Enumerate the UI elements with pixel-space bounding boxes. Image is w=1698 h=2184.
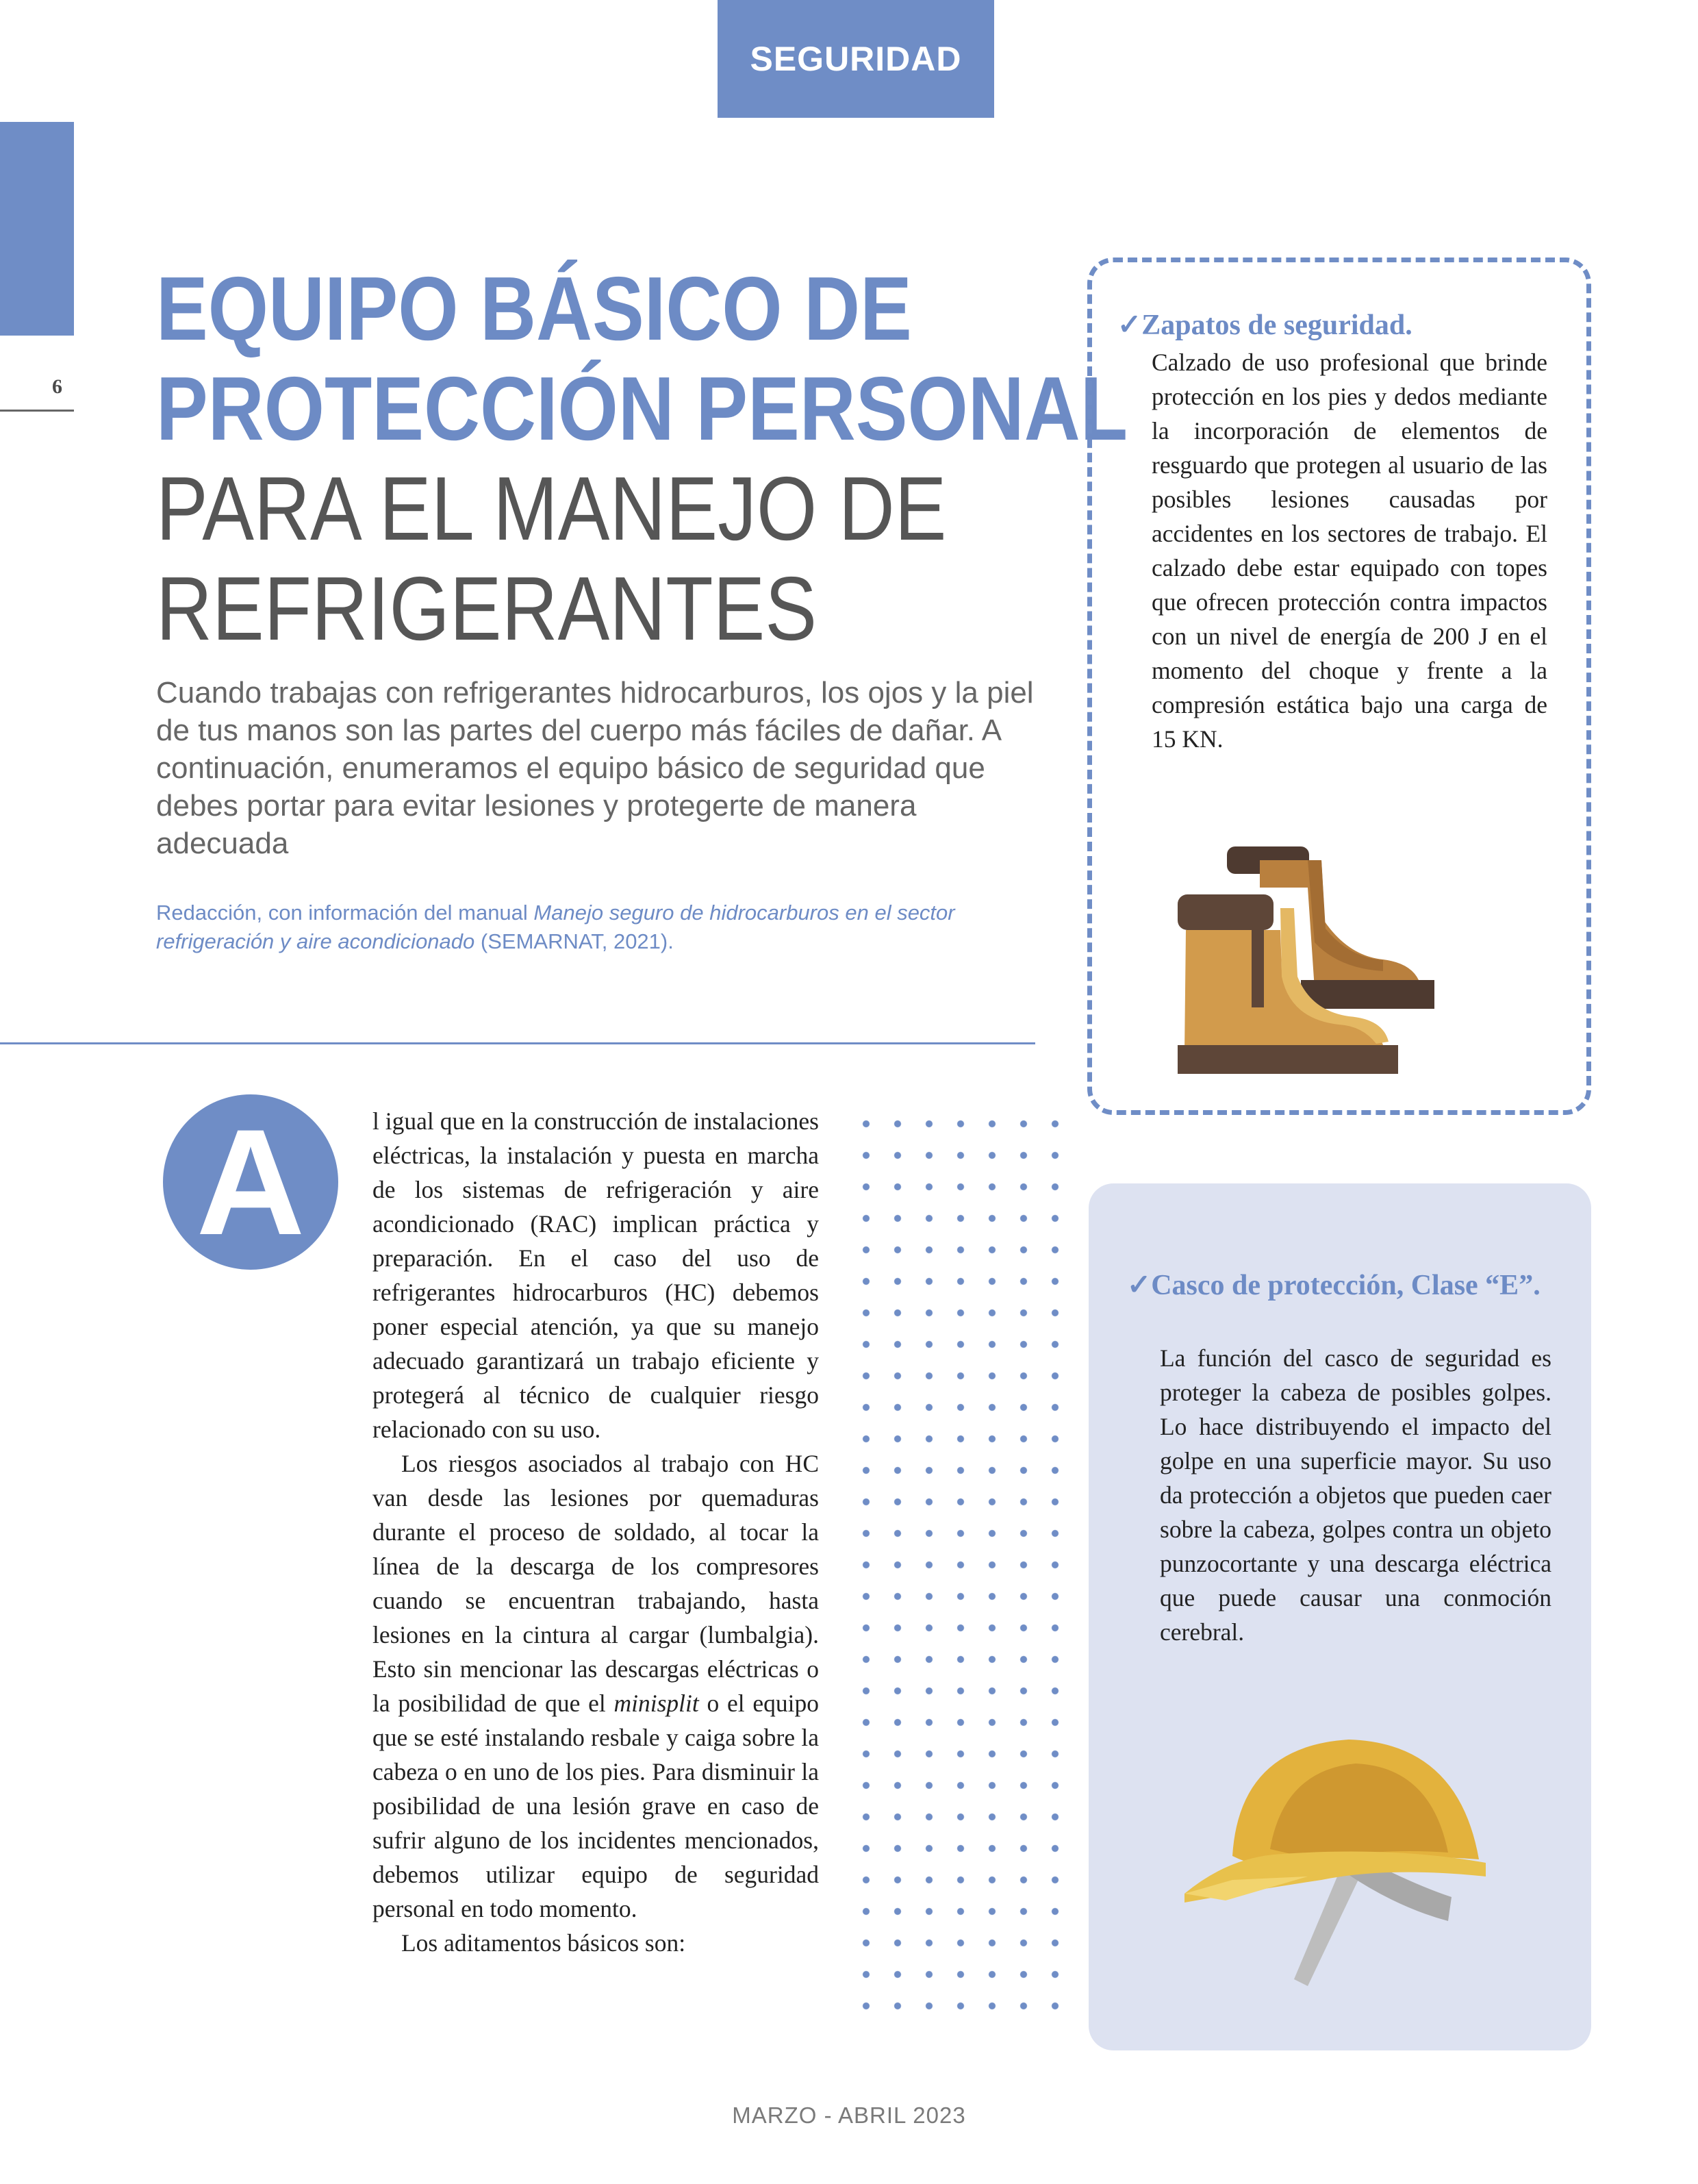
title-line-2: PROTECCIÓN PERSONAL	[156, 358, 1128, 459]
article-title	[156, 258, 1128, 659]
safety-boots-icon	[1178, 840, 1506, 1079]
left-accent-bar	[0, 122, 74, 336]
body-paragraph-2-start: Los riesgos asociados al trabajo con HC van desde las lesiones por quemaduras durante el proceso de soldado, al tocar la línea de la descarga de los compresores cuando se encuentran trabajando, hasta lesiones en la cintura al cargar (lumbalgia). Esto sin mencionar las descargas eléctricas o la posibilidad de que el	[372, 1450, 819, 1717]
helmet-text: La función del casco de seguridad es proteger la cabeza de posibles golpes. Lo hace distribuyendo el impacto del golpe en una superficie mayor. Su uso da protección a objetos que pueden caer sobre la cabeza, golpes contra un objeto punzocortante y una descarga eléctrica que puede causar una conmoción cerebral.	[1160, 1344, 1551, 1646]
section-tab: SEGURIDAD	[718, 0, 994, 118]
credit-line	[156, 899, 1046, 956]
title-line-3: PARA EL MANEJO DE	[156, 458, 947, 559]
helmet-heading: ✓Casco de protección, Clase “E”.	[1127, 1270, 1541, 1301]
boots-heading: ✓Zapatos de seguridad.	[1117, 310, 1412, 341]
page-number: 6	[52, 375, 62, 398]
dot-pattern-decoration	[850, 1108, 1068, 2024]
body-paragraph-1: l igual que en la construcción de instalaciones eléctricas, la instalación y puesta en marcha de los sistemas de refrigeración y aire acondicionado (RAC) implican práctica y preparación. En el caso del uso de refrigerantes hidrocarburos (HC) debemos poner especial atención, ya que su manejo adecuado garantizará un trabajo eficiente y protegerá al técnico de cualquier riesgo relacionado con su uso.	[372, 1107, 819, 1443]
credit-suffix: (SEMARNAT, 2021).	[474, 929, 674, 953]
boots-text: Calzado de uso profesional que brinde protección en los pies y dedos mediante la incorporación de elementos de resguardo que protegen al usuario de las posibles lesiones causadas por accidentes en los sectores de trabajo. El calzado debe estar equipado con topes que ofrecen protección contra impactos con un nivel de energía de 200 J en el momento del choque y frente a la compresión estática bajo una carga de 15 KN.	[1152, 349, 1547, 753]
intro-paragraph: Cuando trabajas con refrigerantes hidrocarburos, los ojos y la piel de tus manos son las partes del cuerpo más fáciles de dañar. A continuación, enumeramos el equipo básico de seguridad que debes portar para evitar lesiones y protegerte de manera adecuada	[156, 676, 1034, 860]
footer-issue-date: MARZO - ABRIL 2023	[732, 2103, 966, 2128]
title-line-1: EQUIPO BÁSICO DE	[156, 258, 912, 359]
safety-helmet-icon	[1184, 1733, 1506, 2007]
drop-cap: A	[163, 1094, 338, 1270]
credit-prefix: Redacción, con información del manual	[156, 901, 534, 925]
section-divider	[0, 1042, 1035, 1044]
body-column	[372, 1104, 819, 1960]
body-paragraph-2-end: o el equipo que se esté instalando resbale y caiga sobre la cabeza o en uno de los pies. Para disminuir la posibilidad de una lesión grave en caso de sufrir alguno de los incidentes mencionados, debemos utilizar equipo de seguridad personal en todo momento.	[372, 1690, 819, 1922]
body-paragraph-2	[372, 1446, 819, 1926]
body-paragraph-3: Los aditamentos básicos son:	[401, 1929, 686, 1957]
body-paragraph-2-italic: minisplit	[613, 1690, 699, 1717]
credit-manual-title: Manejo seguro de hidrocarburos en el sector refrigeración y aire acondicionado	[156, 901, 955, 953]
title-line-4: REFRIGERANTES	[156, 558, 818, 659]
page-number-rule	[0, 410, 74, 412]
